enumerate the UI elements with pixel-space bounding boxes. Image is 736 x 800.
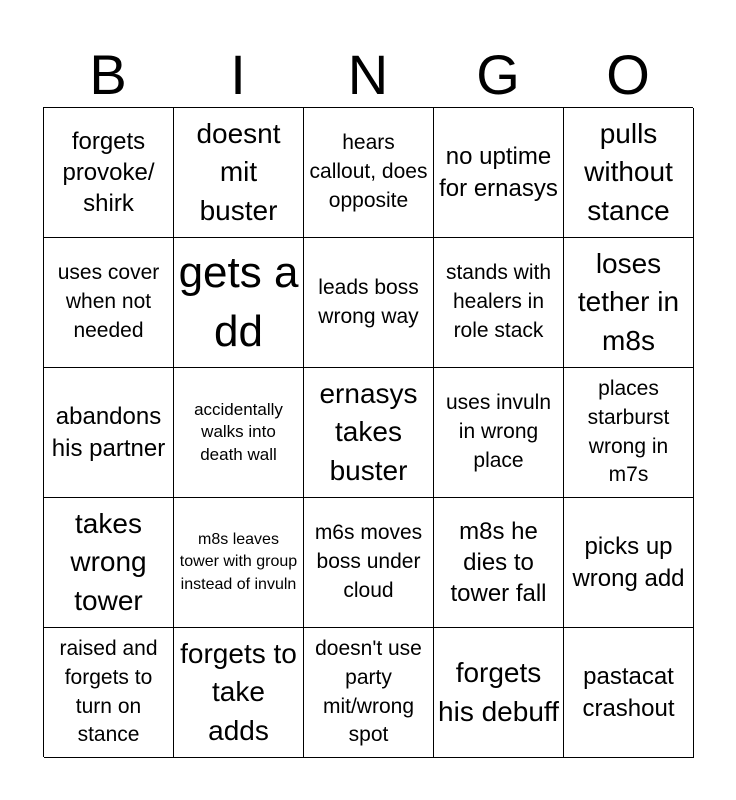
bingo-cell-3-5[interactable] (564, 368, 694, 498)
bingo-cell-1-5[interactable] (564, 108, 694, 238)
bingo-cell-5-4[interactable] (434, 628, 564, 758)
cell-text: uses invuln in wrong place (445, 391, 552, 472)
cell-text: loses tether in m8s (577, 247, 680, 356)
bingo-cell-3-3[interactable] (304, 368, 434, 498)
cell-text: m8s leaves tower with group instead of invuln (179, 530, 298, 593)
bingo-cell-1-3[interactable] (304, 108, 434, 238)
cell-text: doesnt mit buster (196, 117, 281, 226)
bingo-header (43, 44, 693, 106)
bingo-cell-3-1[interactable] (44, 368, 174, 498)
cell-text: uses cover when not needed (57, 261, 160, 342)
bingo-cell-3-2[interactable] (174, 368, 304, 498)
header-letter-b: B (89, 43, 127, 106)
bingo-cell-5-3[interactable] (304, 628, 434, 758)
cell-text: forgets provoke/ shirk (62, 127, 155, 218)
cell-text: forgets his debuff (438, 656, 559, 727)
cell-text: accidentally walks into death wall (194, 400, 283, 464)
bingo-cell-2-1[interactable] (44, 238, 174, 368)
cell-text: no uptime for ernasys (439, 143, 558, 202)
cell-text: ernasys takes buster (319, 377, 418, 486)
bingo-cell-1-1[interactable] (44, 108, 174, 238)
bingo-cell-4-1[interactable] (44, 498, 174, 628)
bingo-cell-2-4[interactable] (434, 238, 564, 368)
cell-text: pastacat crashout (582, 663, 675, 722)
bingo-cell-5-1[interactable] (44, 628, 174, 758)
bingo-cell-2-2[interactable] (174, 238, 304, 368)
cell-text: leads boss wrong way (318, 275, 419, 328)
cell-text: pulls without stance (584, 117, 673, 226)
cell-text: forgets to take adds (180, 637, 297, 746)
bingo-board (43, 107, 693, 757)
bingo-cell-2-5[interactable] (564, 238, 694, 368)
header-letter-o: O (606, 43, 650, 106)
bingo-cell-1-2[interactable] (174, 108, 304, 238)
bingo-cell-2-3[interactable] (304, 238, 434, 368)
bingo-cell-4-2[interactable] (174, 498, 304, 628)
bingo-cell-3-4[interactable] (434, 368, 564, 498)
cell-text: hears callout, does opposite (309, 131, 428, 212)
header-letter-n: N (347, 43, 389, 106)
bingo-cell-5-5[interactable] (564, 628, 694, 758)
cell-text: places starburst wrong in m7s (587, 376, 670, 487)
cell-text: raised and forgets to turn on stance (59, 636, 158, 747)
bingo-cell-1-4[interactable] (434, 108, 564, 238)
bingo-cell-4-4[interactable] (434, 498, 564, 628)
bingo-cell-4-3[interactable] (304, 498, 434, 628)
cell-text: doesn't use party mit/wrong spot (315, 636, 422, 747)
cell-text: m8s he dies to tower fall (450, 517, 547, 608)
cell-text: abandons his partner (51, 403, 166, 462)
cell-text: gets a dd (178, 247, 299, 356)
bingo-cell-4-5[interactable] (564, 498, 694, 628)
header-letter-i: I (230, 43, 246, 106)
bingo-cell-5-2[interactable] (174, 628, 304, 758)
header-letter-g: G (476, 43, 520, 106)
cell-text: takes wrong tower (70, 507, 147, 616)
cell-text: picks up wrong add (572, 533, 685, 592)
cell-text: m6s moves boss under cloud (314, 521, 423, 602)
cell-text: stands with healers in role stack (445, 261, 552, 342)
